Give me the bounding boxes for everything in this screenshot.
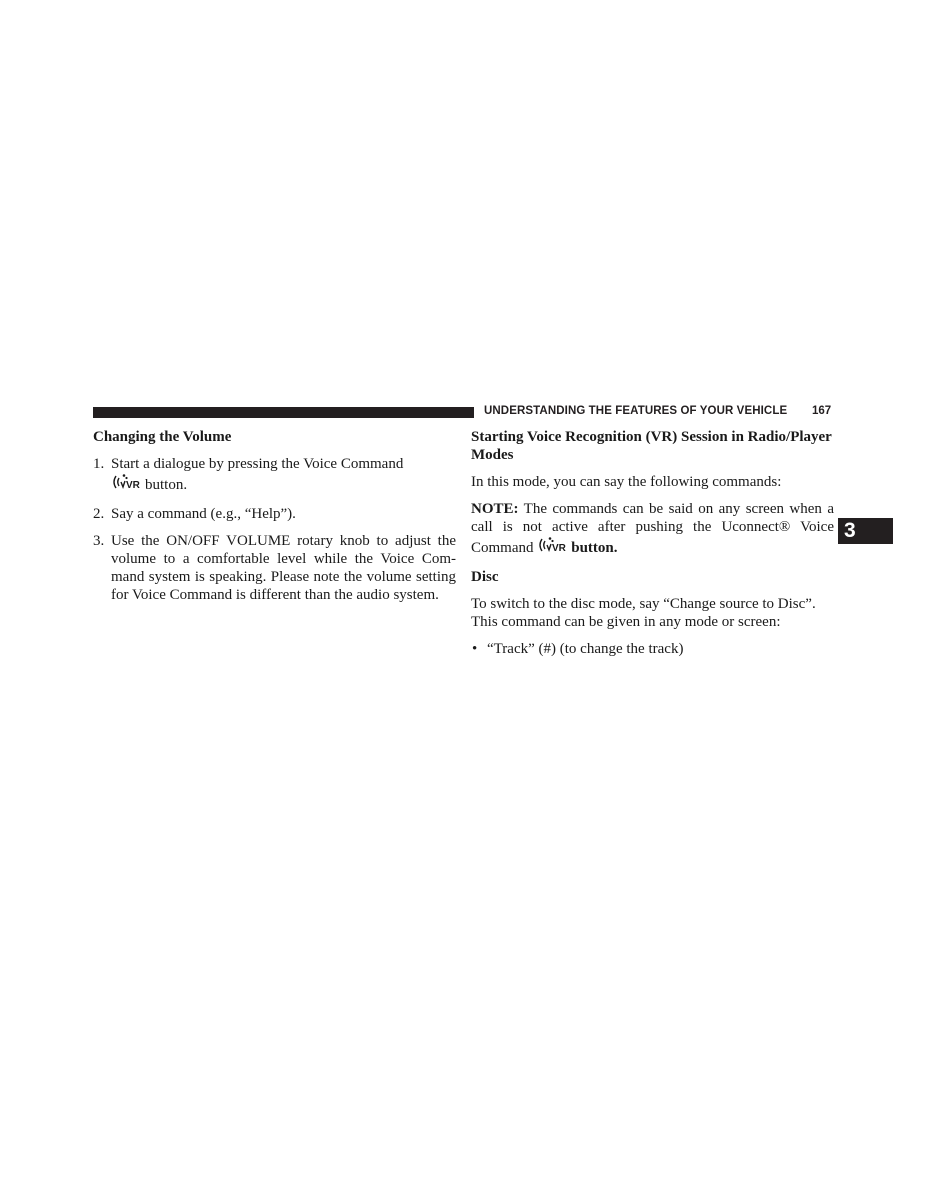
- bullet-text: “Track” (#) (to change the track): [487, 641, 684, 657]
- step-number: 2.: [93, 506, 105, 522]
- svg-text:VR: VR: [552, 543, 567, 554]
- right-column: [471, 428, 834, 658]
- chapter-tab[interactable]: [838, 518, 893, 544]
- list-item: [93, 455, 456, 496]
- note-text: The commands can be said on any screen when a call is not active after pushing the Uconnect® Voice Command: [471, 501, 834, 556]
- step-text-suffix: button.: [145, 477, 188, 493]
- disc-commands-list: [471, 640, 834, 658]
- volume-steps-list: [93, 455, 456, 604]
- voice-command-vr-icon: [111, 473, 143, 496]
- section-heading-vr-session: Starting Voice Recognition (VR) Session in Radio/Player Modes: [471, 429, 832, 463]
- note-paragraph: [471, 500, 834, 559]
- disc-paragraph: To switch to the disc mode, say “Change source to Disc”. This command can be given in any mode or screen:: [471, 596, 816, 630]
- step-text: Use the ON/OFF VOLUME rotary knob to adjust the volume to a comfortable level while the Voice Com-mand system is speaking. Please note the volume setting for Voice Command is different than the audio system.: [111, 533, 456, 603]
- svg-text:VR: VR: [126, 480, 140, 491]
- voice-command-vr-icon: [537, 536, 569, 559]
- bullet-symbol: •: [472, 641, 478, 657]
- left-column: [93, 428, 456, 613]
- header-rule: [93, 407, 474, 418]
- list-item: [93, 532, 456, 604]
- step-number: 3.: [93, 533, 105, 549]
- intro-paragraph: In this mode, you can say the following commands:: [471, 474, 782, 490]
- note-label: NOTE:: [471, 501, 519, 517]
- step-text: Start a dialogue by pressing the Voice Command: [111, 456, 404, 472]
- list-item: [93, 505, 456, 523]
- section-heading-disc: Disc: [471, 569, 499, 585]
- step-text: Say a command (e.g., “Help”).: [111, 506, 296, 522]
- list-item: [471, 640, 834, 658]
- step-number: 1.: [93, 456, 105, 472]
- running-header-title: UNDERSTANDING THE FEATURES OF YOUR VEHICLE: [484, 405, 788, 417]
- page-number: 167: [812, 405, 832, 417]
- chapter-tab-number: 3: [844, 519, 856, 542]
- section-heading-changing-volume: Changing the Volume: [93, 429, 232, 445]
- note-suffix: button.: [571, 540, 618, 556]
